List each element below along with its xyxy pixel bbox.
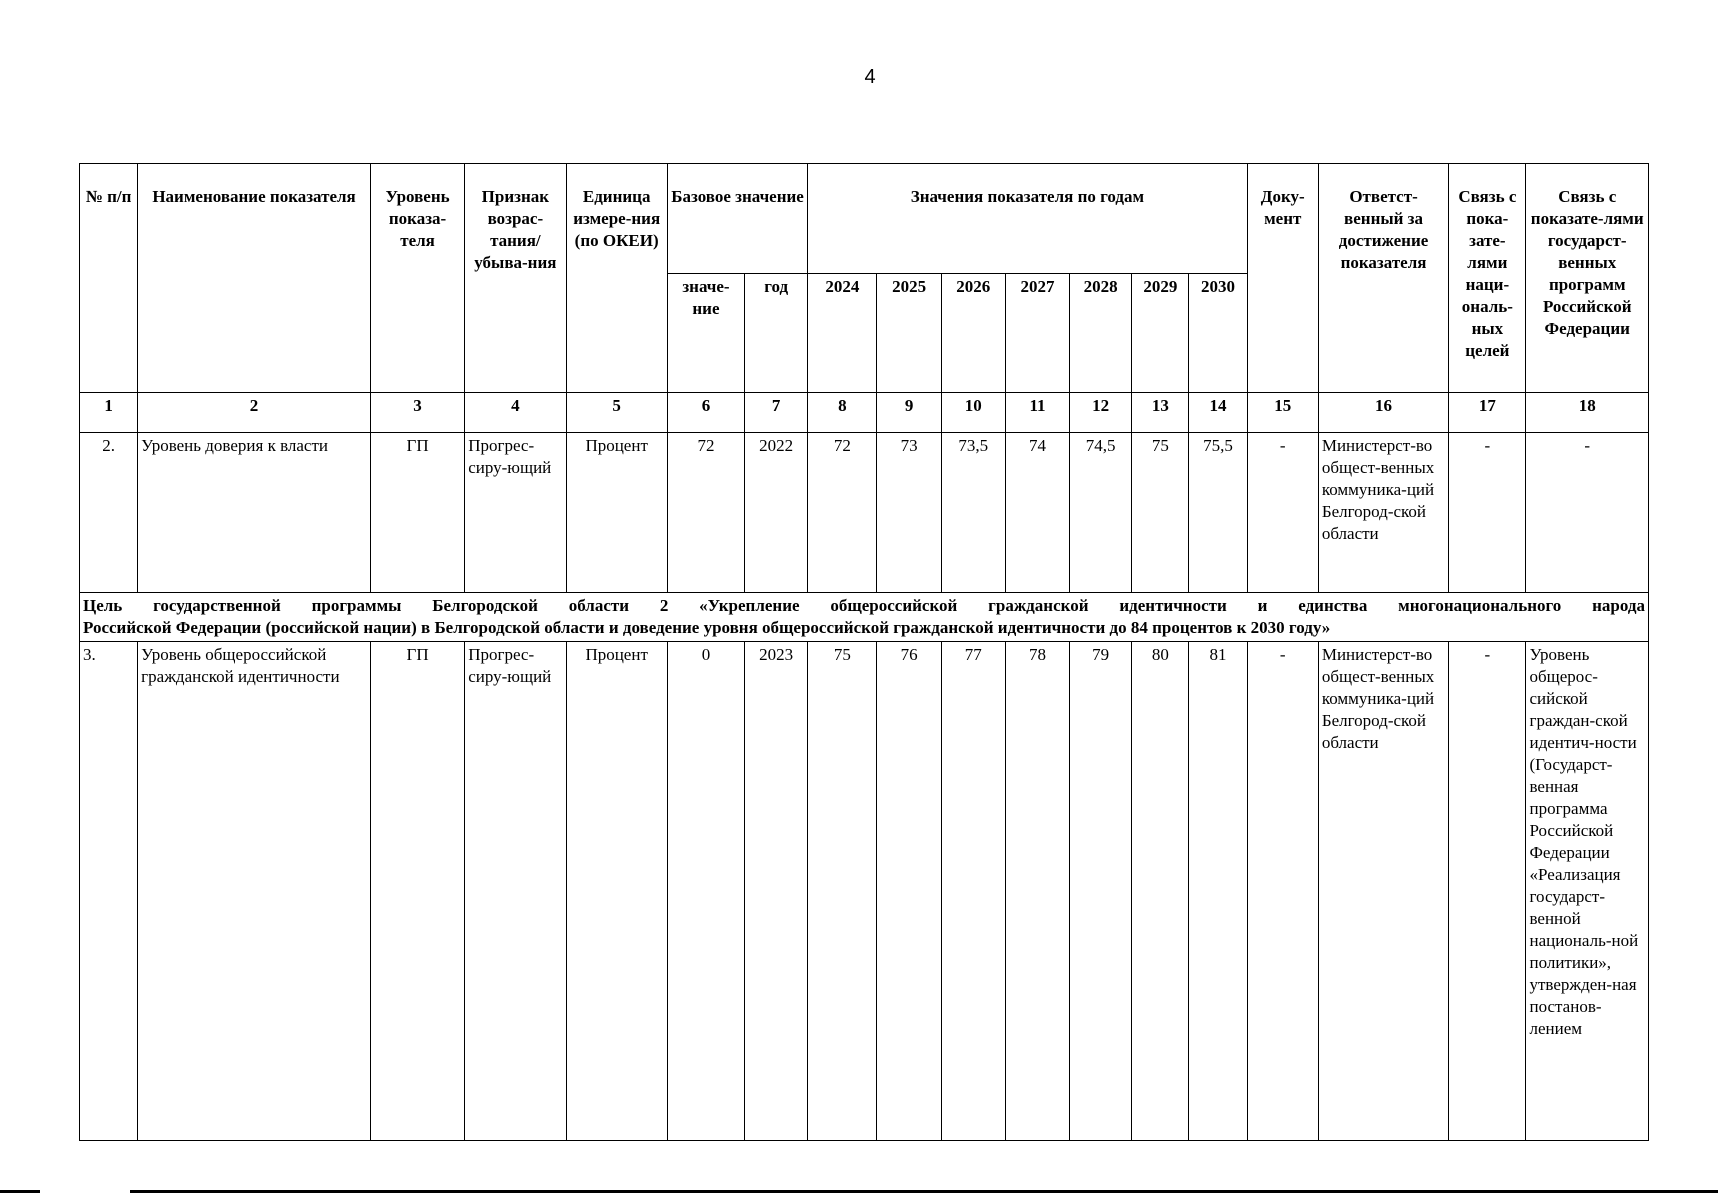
page-number: 4: [864, 66, 876, 88]
header-level: Уровень показа-теля: [370, 164, 464, 393]
row-trend: Прогрес-сиру-ющий: [465, 433, 566, 593]
header-year: 2027: [1005, 274, 1069, 393]
row-year-value: 81: [1189, 642, 1247, 1141]
column-number: 13: [1132, 393, 1189, 433]
row-year-value: 76: [877, 642, 941, 1141]
table-row: [80, 642, 1649, 1141]
header-trend: Признак возрас-тания/ убыва-ния: [465, 164, 566, 393]
header-year: 2026: [941, 274, 1005, 393]
column-number: 2: [138, 393, 371, 433]
column-number: 16: [1318, 393, 1448, 433]
row-responsible: Министерст-во общест-венных коммуника-ций Белгород-ской области: [1318, 642, 1448, 1141]
row-year-value: 77: [941, 642, 1005, 1141]
row-year-value: 75: [1132, 433, 1189, 593]
row-level: ГП: [370, 433, 464, 593]
header-responsible: Ответст-венный за достижение показателя: [1318, 164, 1448, 393]
column-number: 5: [566, 393, 667, 433]
header-year: 2029: [1132, 274, 1189, 393]
column-number: 18: [1526, 393, 1649, 433]
indicators-table: [79, 163, 1649, 1141]
row-year-value: 73,5: [941, 433, 1005, 593]
header-base-year: год: [745, 274, 808, 393]
header-base: Базовое значение: [667, 164, 807, 274]
header-document: Доку-мент: [1247, 164, 1318, 393]
scan-edge-line: [0, 1190, 1718, 1193]
row-responsible: Министерст-во общест-венных коммуника-ций Белгород-ской области: [1318, 433, 1448, 593]
row-base-year: 2023: [745, 642, 808, 1141]
row-year-value: 74,5: [1070, 433, 1132, 593]
row-state-programs: Уровень общерос-сийской граждан-ской идентич-ности (Государст-венная программа Российской Федерации «Реализация государст-венной националь-ной политики», утвержден-ная постанов-лением: [1526, 642, 1649, 1141]
header-year: 2025: [877, 274, 941, 393]
header-unit: Единица измере-ния (по ОКЕИ): [566, 164, 667, 393]
header-year: 2028: [1070, 274, 1132, 393]
column-number: 14: [1189, 393, 1247, 433]
row-unit: Процент: [566, 433, 667, 593]
header-name: Наименование показателя: [138, 164, 371, 393]
row-national-goals: -: [1449, 642, 1526, 1141]
row-base-year: 2022: [745, 433, 808, 593]
row-state-programs: -: [1526, 433, 1649, 593]
row-year-value: 72: [808, 433, 877, 593]
column-number: 6: [667, 393, 744, 433]
row-year-value: 75: [808, 642, 877, 1141]
row-unit: Процент: [566, 642, 667, 1141]
row-year-value: 79: [1070, 642, 1132, 1141]
header-year: 2030: [1189, 274, 1247, 393]
row-national-goals: -: [1449, 433, 1526, 593]
column-number: 17: [1449, 393, 1526, 433]
row-document: -: [1247, 642, 1318, 1141]
row-name: Уровень общероссийской гражданской идентичности: [138, 642, 371, 1141]
header-years-group: Значения показателя по годам: [808, 164, 1247, 274]
header-row-top: [80, 164, 1649, 274]
row-base-value: 0: [667, 642, 744, 1141]
column-numbers-row: [80, 393, 1649, 433]
column-number: 9: [877, 393, 941, 433]
row-year-value: 80: [1132, 642, 1189, 1141]
column-number: 12: [1070, 393, 1132, 433]
row-level: ГП: [370, 642, 464, 1141]
row-num: 3.: [80, 642, 138, 1141]
row-num: 2.: [80, 433, 138, 593]
column-number: 7: [745, 393, 808, 433]
row-base-value: 72: [667, 433, 744, 593]
scan-edge-gap: [40, 1189, 130, 1194]
row-name: Уровень доверия к власти: [138, 433, 371, 593]
row-document: -: [1247, 433, 1318, 593]
header-year: 2024: [808, 274, 877, 393]
column-number: 10: [941, 393, 1005, 433]
row-year-value: 78: [1005, 642, 1069, 1141]
header-state-programs: Связь с показате-лями государст-венных программ Российской Федерации: [1526, 164, 1649, 393]
header-base-value: значе-ние: [667, 274, 744, 393]
goal-line: Цель государственной программы Белгородской области 2 «Укрепление общероссийской гражданской идентичности и единства многонационального народа: [83, 596, 1645, 615]
column-number: 1: [80, 393, 138, 433]
row-year-value: 74: [1005, 433, 1069, 593]
header-num: № п/п: [80, 164, 138, 393]
row-trend: Прогрес-сиру-ющий: [465, 642, 566, 1141]
row-year-value: 73: [877, 433, 941, 593]
column-number: 11: [1005, 393, 1069, 433]
column-number: 8: [808, 393, 877, 433]
table-row: [80, 433, 1649, 593]
header-national-goals: Связь с пока-зате-лями наци-ональ-ных целей: [1449, 164, 1526, 393]
column-number: 15: [1247, 393, 1318, 433]
goal-row: [80, 593, 1649, 642]
row-year-value: 75,5: [1189, 433, 1247, 593]
goal-line: Российской Федерации (российской нации) в Белгородской области и доведение уровня общероссийской гражданской идентичности до 84 процентов к 2030 году»: [83, 618, 1331, 637]
goal-text: [80, 593, 1649, 642]
column-number: 4: [465, 393, 566, 433]
column-number: 3: [370, 393, 464, 433]
